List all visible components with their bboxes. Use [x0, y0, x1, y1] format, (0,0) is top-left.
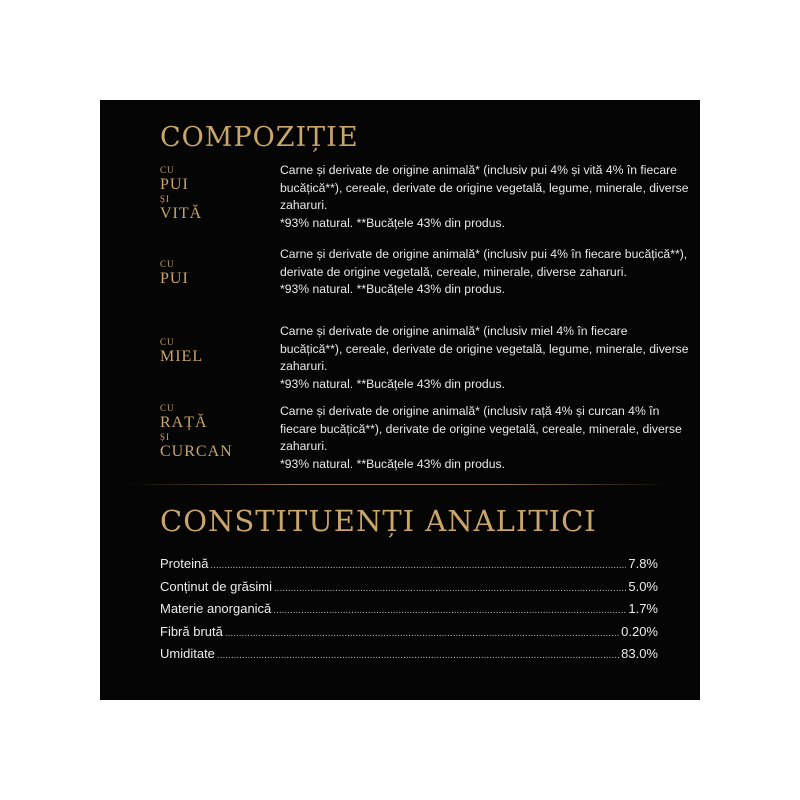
- variant-name-line: CURCAN: [160, 443, 233, 460]
- variant-description: Carne și derivate de origine animală* (inclusiv pui 4% în fiecare bucățică**), derivate de origine vegetală, cereale, minerale, diverse zaharuri.: [280, 247, 688, 279]
- natural-note: *93% natural.: [280, 456, 354, 471]
- variant-name-rata-curcan: [160, 402, 280, 460]
- analytic-value: 5.0%: [628, 578, 658, 594]
- analytic-label: Fibră brută: [160, 623, 223, 639]
- analytic-row-fiber: [160, 624, 658, 647]
- dot-leader: [273, 605, 626, 616]
- section-divider: [130, 484, 670, 485]
- variant-description: Carne și derivate de origine animală* (inclusiv rață 4% și curcan 4% în fiecare bucățică**), derivate de origine vegetală, cereale, minerale, diverse zaharuri.: [280, 404, 682, 453]
- variant-name-pui-vita: [160, 164, 280, 222]
- dot-leader: [225, 628, 619, 639]
- dot-leader: [210, 560, 626, 571]
- analytic-row-ash: [160, 601, 658, 624]
- variant-description-rata-curcan: [280, 403, 690, 473]
- natural-note: *93% natural.: [280, 376, 354, 391]
- variant-description: Carne și derivate de origine animală* (inclusiv pui 4% și vită 4% în fiecare bucățică**), cereale, derivate de origine vegetală, legume, minerale, diverse zaharuri.: [280, 163, 689, 212]
- analytic-row-protein: [160, 556, 658, 579]
- variant-name-line: CU: [160, 403, 175, 413]
- analytic-value: 7.8%: [628, 556, 658, 571]
- dot-leader: [217, 650, 619, 661]
- nutrition-panel: [100, 100, 700, 700]
- variant-name-line: MIEL: [160, 348, 204, 365]
- variant-name-line: CU: [160, 259, 175, 269]
- analytic-label: Conținut de grăsimi: [160, 578, 272, 594]
- pieces-note: **Bucățele 43% din produs.: [356, 456, 505, 471]
- variant-name-line: RAȚĂ: [160, 414, 208, 431]
- analytic-row-fat: [160, 579, 658, 602]
- natural-note: *93% natural.: [280, 282, 354, 296]
- variant-name-line: ȘI: [160, 194, 171, 204]
- variant-note: [280, 376, 690, 394]
- variant-note: [280, 215, 690, 233]
- analytic-label: Umiditate: [160, 646, 215, 661]
- variant-description-pui-vita: [280, 162, 690, 232]
- variant-description: Carne și derivate de origine animală* (inclusiv miel 4% în fiecare bucățică**), cereale, derivate de origine vegetală, legume, minerale, diverse zaharuri.: [280, 324, 689, 373]
- analytic-value: 83.0%: [621, 646, 658, 661]
- variant-description-miel: [280, 323, 690, 393]
- analytic-label: Proteină: [160, 556, 209, 571]
- variant-name-pui: [160, 258, 280, 287]
- variant-description-pui: [280, 246, 690, 299]
- variant-name-line: ȘI: [160, 432, 171, 442]
- analytic-title: CONSTITUENȚI ANALITICI: [160, 504, 597, 538]
- variant-name-miel: [160, 336, 280, 365]
- natural-note: *93% natural.: [280, 215, 354, 230]
- analytic-value: 1.7%: [628, 601, 658, 616]
- analytic-label: Materie anorganică: [160, 601, 272, 616]
- analytic-value: 0.20%: [621, 623, 658, 639]
- variant-name-line: CU: [160, 165, 175, 175]
- analytic-list: [160, 556, 658, 669]
- variant-note: [280, 281, 690, 299]
- composition-title: COMPOZIȚIE: [160, 122, 359, 153]
- pieces-note: **Bucățele 43% din produs.: [356, 376, 505, 391]
- pieces-note: **Bucățele 43% din produs.: [356, 215, 505, 230]
- variant-name-line: CU: [160, 337, 175, 347]
- variant-name-line: VITĂ: [160, 205, 203, 222]
- analytic-row-moisture: [160, 646, 658, 669]
- variant-name-line: PUI: [160, 176, 189, 193]
- variant-name-line: PUI: [160, 270, 189, 287]
- pieces-note: **Bucățele 43% din produs.: [356, 282, 505, 296]
- variant-note: [280, 456, 690, 474]
- dot-leader: [274, 583, 626, 594]
